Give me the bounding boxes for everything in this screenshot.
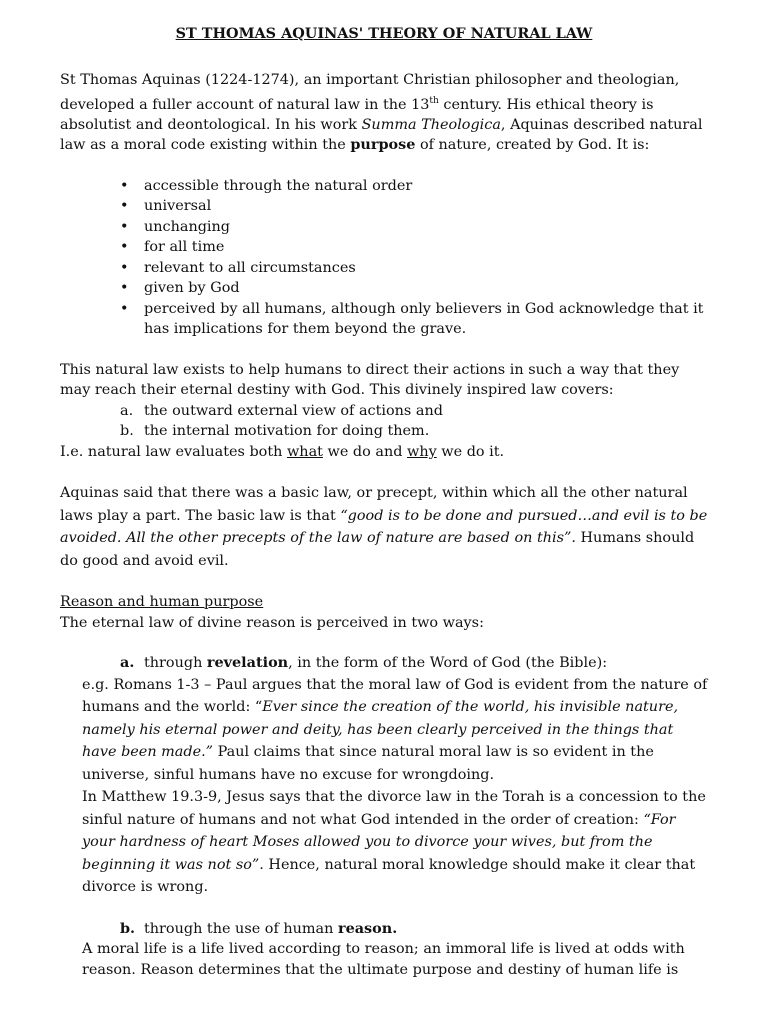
reason-subheading — [60, 919, 710, 940]
ie-text-2: we do and — [322, 443, 408, 460]
purpose-bold: purpose — [350, 136, 416, 154]
romans-paragraph — [60, 674, 710, 787]
section-lead: The eternal law of divine reason is perceived in two ways: — [60, 614, 484, 631]
list-item: • for all time — [144, 237, 710, 258]
romans-text-2: Paul claims that since natural moral law is so evident in the universe, sinful humans have no excuse for wrongdoing. — [82, 744, 654, 783]
list-marker: a. — [120, 402, 134, 419]
list-marker: b. — [120, 423, 134, 440]
intro-text-3: , Aquinas described natural law as a moral code existing within the — [60, 116, 703, 154]
reason-bold: reason. — [337, 919, 398, 937]
matthew-quote: “For your hardness of heart Moses allowed you to divorce your wives, but from the beginning it was not so” — [82, 811, 676, 873]
why-underlined: why — [407, 443, 437, 460]
list-item: • accessible through the natural order — [144, 176, 710, 197]
list-item: • relevant to all circumstances — [144, 258, 710, 279]
basic-law-quote: “good is to be done and pursued…and evil is to be avoided. All the other precepts of the law of nature are based on this”. — [60, 507, 708, 547]
list-item-text: the outward external view of actions and — [144, 402, 443, 419]
reason-paragraph: A moral life is a life lived according to reason; an immoral life is lived at odds with reason. Reason determines that the ultimate purpose and destiny of human life is — [82, 941, 685, 978]
romans-quote: Ever since the creation of the world, his invisible nature, namely his eternal power and deity, has been clearly perceived in the things that have been made.” — [82, 699, 679, 761]
intro-text-4: of nature, created by God. It is: — [415, 137, 650, 154]
natural-law-properties-list — [60, 176, 710, 340]
revelation-bold: revelation — [206, 654, 289, 672]
revelation-subheading — [60, 653, 710, 674]
matthew-text: In Matthew 19.3-9, Jesus says that the divorce law in the Torah is a concession to the sinful nature of humans and not what God intended in the order of creation: — [82, 789, 706, 828]
intro-text-1: St Thomas Aquinas (1224-1274), an important Christian philosopher and theologian, developed a fuller account of natural law in the 13 — [60, 72, 680, 113]
list-item — [120, 421, 710, 442]
list-item-text: the internal motivation for doing them. — [144, 423, 430, 440]
list-item — [120, 401, 710, 422]
page-title: ST THOMAS AQUINAS' THEORY OF NATURAL LAW — [175, 25, 593, 42]
matthew-paragraph — [60, 786, 710, 899]
ie-text-3: we do it. — [436, 443, 505, 460]
subheading-text-2: , in the form of the Word of God (the Bible): — [288, 655, 608, 672]
intro-paragraph — [60, 70, 710, 156]
intro-text-2: century. His ethical theory is absolutist and deontological. In his work — [60, 96, 654, 133]
list-marker: b. — [120, 919, 136, 937]
basic-law-paragraph — [60, 482, 710, 572]
basic-law-text-2: Humans should do good and avoid evil. — [60, 530, 695, 569]
document-body — [60, 70, 710, 980]
work-title: Summa Theologica — [361, 116, 501, 133]
section-heading: Reason and human purpose — [60, 594, 264, 611]
matthew-text-2: . Hence, natural moral knowledge should make it clear that divorce is wrong. — [82, 856, 696, 896]
list-item: • perceived by all humans, although only believers in God acknowledge that it has implications for them beyond the grave. — [144, 299, 710, 340]
ie-sentence — [60, 442, 710, 463]
purpose-paragraph: This natural law exists to help humans to direct their actions in such a way that they may reach their eternal destiny with God. This divinely inspired law covers: — [60, 361, 680, 399]
what-underlined: what — [286, 443, 323, 460]
list-item: • given by God — [144, 278, 710, 299]
superscript-th: th — [429, 95, 439, 106]
subheading-text: through the use of human — [144, 920, 338, 937]
subheading-text: through — [144, 655, 207, 672]
law-covers-list — [60, 401, 710, 442]
list-item: • unchanging — [144, 217, 710, 238]
list-marker: a. — [120, 654, 135, 672]
romans-text: e.g. Romans 1-3 – Paul argues that the moral law of God is evident from the nature of humans and the world: “ — [82, 676, 708, 716]
list-item: • universal — [144, 196, 710, 217]
ie-text-1: I.e. natural law evaluates both — [60, 443, 287, 460]
basic-law-text: Aquinas said that there was a basic law, or precept, within which all the other natural laws play a part. The basic law is that — [60, 485, 688, 524]
